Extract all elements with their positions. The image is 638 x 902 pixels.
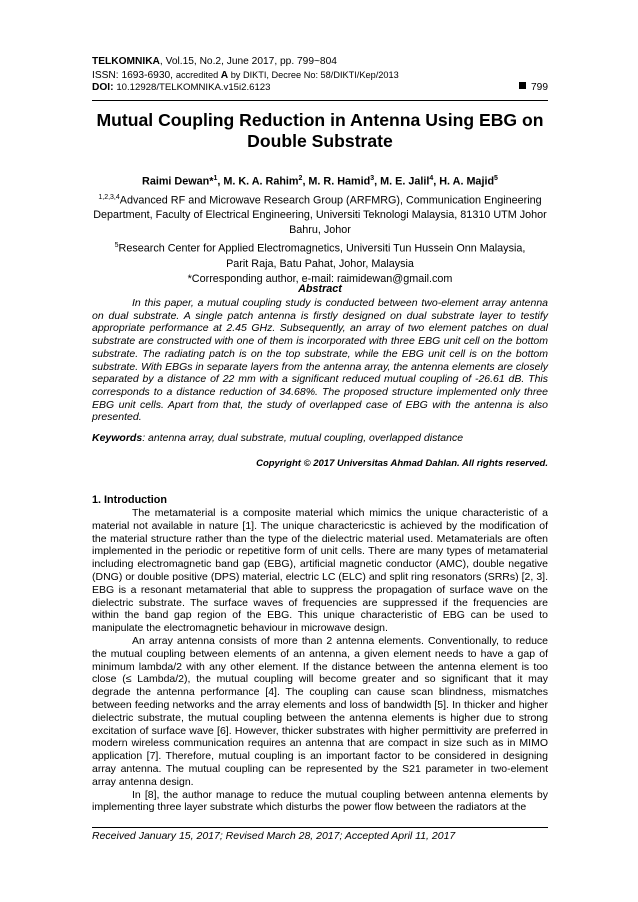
issn: ISSN: 1693-6930,	[92, 69, 176, 81]
header-rule	[92, 100, 548, 101]
journal-header	[92, 56, 548, 95]
doi-label: DOI:	[92, 82, 117, 93]
accreditation-suffix: by DIKTI, Decree No: 58/DIKTI/Kep/2013	[228, 69, 399, 80]
square-bullet-icon	[519, 82, 526, 89]
header-line-doi	[92, 82, 548, 95]
accreditation-prefix: accredited	[175, 69, 221, 80]
title-line-2: Double Substrate	[247, 131, 393, 151]
author-2-sup: 2	[298, 175, 303, 182]
footer-rule	[92, 827, 548, 828]
page-number	[519, 82, 548, 95]
affiliation-2-sup: 5	[114, 242, 119, 250]
copyright-notice: Copyright © 2017 Universitas Ahmad Dahlan. All rights reserved.	[256, 458, 548, 469]
journal-name: TELKOMNIKA	[92, 56, 160, 67]
abstract-heading: Abstract	[298, 283, 342, 295]
keywords-label: Keywords	[92, 432, 143, 444]
page-number-value: 799	[531, 82, 548, 93]
author-block	[92, 171, 548, 287]
affiliation-1-sup: 1,2,3,4	[98, 193, 120, 201]
affiliation-1-text: Advanced RF and Microwave Research Group (ARFMRG), Communication Engineering	[119, 194, 542, 207]
author-2: , M. K. A. Rahim	[217, 175, 299, 188]
volume-info: , Vol.15, No.2, June 2017, pp. 799~804	[159, 56, 337, 67]
doi-value: 10.12928/TELKOMNIKA.v15i2.6123	[116, 82, 271, 93]
author-5-sup: 5	[494, 175, 498, 182]
paper-title	[92, 110, 548, 152]
accreditation-grade: A	[220, 69, 229, 81]
title-line-1: Mutual Coupling Reduction in Antenna Using EBG on	[96, 110, 544, 130]
body-paragraph: The metamaterial is a composite material which mimics the unique characteristic of a material not available in nature [1]. The unique charactericstic is achieved by the modification of the material structure rather than the type of the dielectric material used. Metamaterials are often implemented in the periodic or repetitive form of unit cells. There are many types of metamaterial including electromagnetic band gap (EBG), artificial magnetic conductor (AMC), double negative (DNG) or double positive (DPS) material, electric LC (ELC) and split ring resonators (SRRs) [2, 3]. EBG is a resonant metamaterial that able to suppress the propagation of surface wave on the dielectric substrate. The surface waves of frequencies are suppressed if the frequencies are within the band gap region of the EBG. This unique characteristic of EBG can be used to manipulate the electromagnetic behaviour in microwave design.	[92, 507, 548, 635]
header-line-issn	[92, 69, 548, 83]
affiliation-1-line-1	[92, 190, 548, 209]
corresponding-author: *Corresponding author, e-mail: raimidewan@gmail.com	[187, 272, 453, 285]
affiliation-2-text: Research Center for Applied Electromagnetics, Universiti Tun Hussein Onn Malaysia,	[118, 242, 526, 255]
author-1: Raimi Dewan*	[142, 175, 214, 188]
affiliation-1-line-2: Department, Faculty of Electrical Engineering, Universiti Teknologi Malaysia, 81310 UTM Johor	[93, 209, 547, 222]
body-paragraph: In [8], the author manage to reduce the mutual coupling between antenna elements by implementing three layer substrate which disturbs the power flow between the radiators at the	[92, 788, 548, 814]
header-line-journal	[92, 56, 548, 69]
author-3: , M. R. Hamid	[302, 175, 371, 188]
author-names	[92, 171, 548, 190]
keywords-text: : antenna array, dual substrate, mutual coupling, overlapped distance	[142, 432, 464, 444]
author-4-sup: 4	[429, 175, 434, 182]
keywords	[92, 432, 548, 444]
author-1-sup: 1	[213, 175, 218, 182]
section-body	[92, 507, 548, 814]
body-paragraph: An array antenna consists of more than 2 antenna elements. Conventionally, to reduce the mutual coupling between elements of an antenna, a given element needs to have a gap of minimum lambda/2 with any other element. If the distance between the antenna element is too close (≤ Lambda/2), the mutual coupling will become greater and so significant that it may degrade the antenna performance [4]. The coupling can cause scan blindness, mismatches between feeding networks and the array elements and loss of bandwidth [5]. In thicker and higher dielectric substrate, the mutual coupling between the antenna elements is higher due to strong excitation of surface wave [6]. However, thicker substrates with higher permittivity are preferred in modern wireless communication requires an antenna that are compact in size such as in MIMO application [7]. Therefore, mutual coupling is an important factor to be considered in designing array antenna. The mutual coupling can be represented by the S21 parameter in two-element array antenna design.	[92, 634, 548, 788]
section-heading: 1. Introduction	[92, 494, 167, 506]
affiliation-2-line-1	[92, 238, 548, 257]
received-dates: Received January 15, 2017; Revised March 28, 2017; Accepted April 11, 2017	[92, 830, 456, 842]
author-3-sup: 3	[370, 175, 375, 182]
abstract-text: In this paper, a mutual coupling study is conducted between two-element array antenna on dual substrate. A single patch antenna is firstly designed on dual substrate layer to testify appropriate performance at 2.45 GHz. Subsequently, an array of two element patches on dual substrate are constructed with one of them is incorporated with three EBG unit cell on the bottom substrate. The radiating patch is on the top substrate, while the EBG unit cell is on the bottom substrate. With EBGs in separate layers from the antenna array, the antenna elements are closely separated by a distance of 22 mm with a significant reduced mutual coupling of -26.61 dB. This corresponds to a distance reduction of 34.68%. The proposed structure implemented only three EBG unit cells. Apart from that, the study of overlapped case of EBG with the antenna is also presented.	[92, 297, 548, 424]
affiliation-2-line-2: Parit Raja, Batu Pahat, Johor, Malaysia	[226, 257, 414, 270]
affiliation-1-line-3: Bahru, Johor	[289, 224, 351, 237]
author-4: , M. E. Jalil	[374, 175, 430, 188]
author-5: , H. A. Majid	[433, 175, 495, 188]
